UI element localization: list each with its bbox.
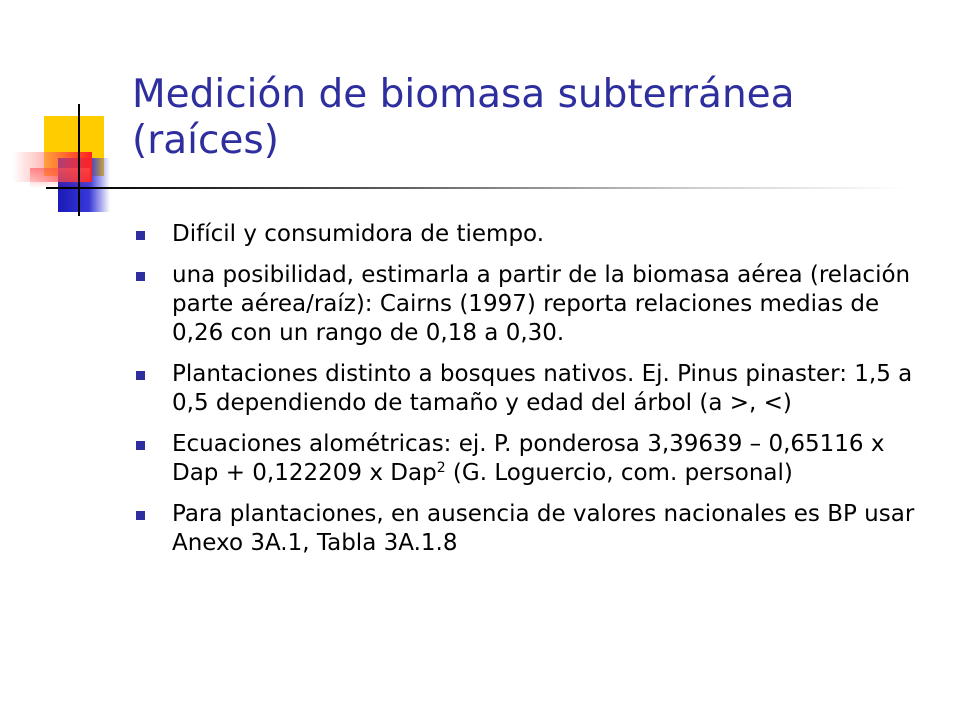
decorative-logo: [0, 0, 140, 230]
title-divider: [78, 187, 908, 189]
square-bullet-icon: [136, 272, 145, 281]
slide-title: Medición de biomasa subterránea (raíces): [132, 72, 795, 163]
bullet-text-after: (G. Loguercio, com. personal): [445, 460, 793, 486]
bullet-item: [132, 500, 922, 558]
superscript-two: 2: [436, 460, 446, 476]
bullet-text: Para plantaciones, en ausencia de valores nacionales es BP usar Anexo 3A.1, Tabla 3A.1.8: [172, 501, 915, 556]
bullet-list: [132, 220, 922, 570]
square-bullet-icon: [136, 231, 145, 240]
bullet-item: [132, 261, 922, 348]
bullet-item: [132, 220, 922, 249]
bullet-text-before: Ecuaciones alométricas: ej. P. ponderosa 3,39639 – 0,65116 x Dap + 0,122209 x Dap: [172, 431, 885, 486]
bullet-text: Plantaciones distinto a bosques nativos. Ej. Pinus pinaster: 1,5 a 0,5 dependiendo de tamaño y edad del árbol (a >, <): [172, 361, 913, 416]
square-bullet-icon: [136, 511, 145, 520]
bullet-item: [132, 360, 922, 418]
square-bullet-icon: [136, 371, 145, 380]
logo-red-glow: [30, 168, 90, 188]
bullet-text: Difícil y consumidora de tiempo.: [172, 221, 545, 247]
square-bullet-icon: [136, 441, 145, 450]
bullet-item: [132, 430, 922, 488]
logo-vertical-line: [78, 104, 80, 216]
bullet-text: una posibilidad, estimarla a partir de la biomasa aérea (relación parte aérea/raíz): Cairns (1997) reporta relaciones medias de 0,26 con un rango de 0,18 a 0,30.: [172, 262, 911, 346]
